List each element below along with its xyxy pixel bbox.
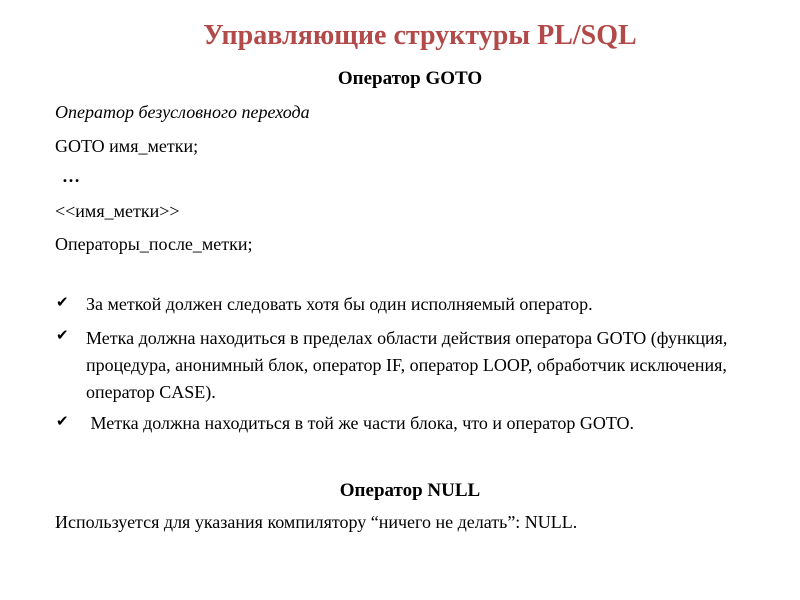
goto-syntax: GOTO имя_метки; [55,136,199,156]
checkmark-icon: ✔ [56,293,69,311]
checkmark-icon: ✔ [56,326,69,344]
rule-item: За меткой должен следовать хотя бы один исполняемый оператор. [86,294,593,314]
rule-item: Метка должна находиться в той же части блока, что и оператор GOTO. [86,413,634,433]
after-label-statements: Операторы_после_метки; [55,234,253,254]
slide-title: Управляющие структуры PL/SQL [203,20,637,51]
syntax-ellipsis: … [62,166,80,186]
null-heading: Оператор NULL [339,480,481,501]
label-syntax: <<имя_метки>> [55,201,180,221]
null-description: Используется для указания компилятору “ничего не делать”: NULL. [55,512,578,532]
goto-description: Оператор безусловного перехода [55,102,310,122]
checkmark-icon: ✔ [56,412,69,430]
rule-item: Метка должна находиться в пределах области действия оператора GOTO (функция, процедура, анонимный блок, оператор IF, оператор LOOP, обработчик исключения, оператор CASE). [86,328,728,402]
goto-heading: Оператор GOTO [337,68,483,89]
